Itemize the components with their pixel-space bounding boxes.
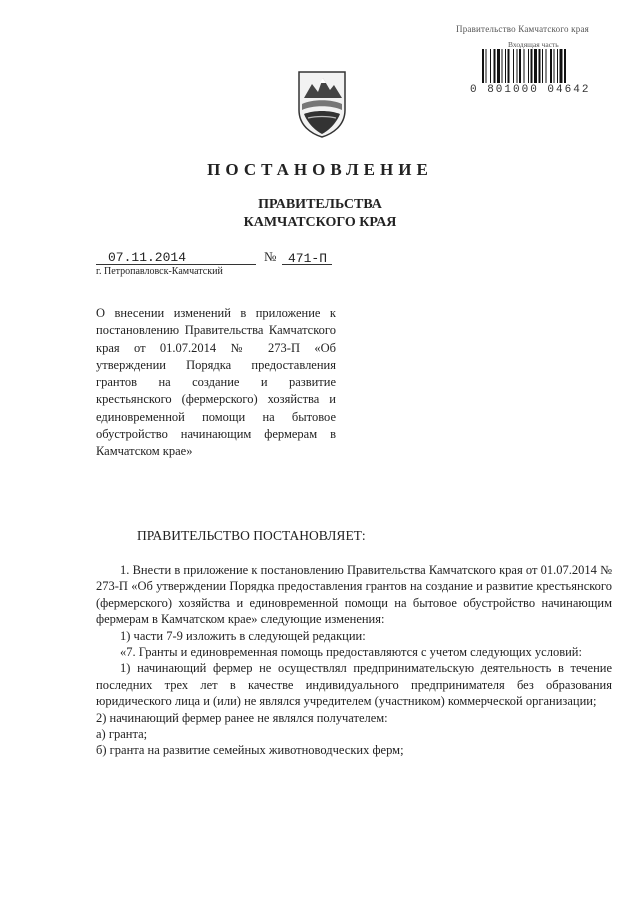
government-line-1: ПРАВИТЕЛЬСТВА [258, 197, 382, 212]
paragraph: а) гранта; [96, 727, 148, 742]
decree-heading: ПРАВИТЕЛЬСТВО ПОСТАНОВЛЯЕТ: [137, 528, 366, 543]
paragraph: «7. Гранты и единовременная помощь предоставляются с учетом следующих условий: [120, 645, 582, 660]
document-subject: О внесении изменений в приложение к постановлению Правительства Камчатского края от 01.07.2014 № 273-П «Об утверждении Порядка предоставления грантов на создание и развитие крестьянского (фермерского) хозяйства и единовременной помощи на бытовое обустройство начинающим фермерам в Камчатском крае» [96, 306, 336, 459]
paragraph: 1) начинающий фермер не осуществлял предпринимательскую деятельность в течение последних трех лет в качестве индивидуального предпринимателя без образования юридического лица и (или) не являлся учредителем (участником) коммерческой организации; [96, 661, 612, 709]
number-underline [282, 264, 332, 265]
document-title: ПОСТАНОВЛЕНИЕ [207, 160, 433, 179]
paragraph: 1. Внести в приложение к постановлению Правительства Камчатского края от 01.07.2014 № 273-П «Об утверждении Порядка предоставления грантов на создание и развитие крестьянского (фермерского) хозяйства и единовременной помощи на бытовое обустройство начинающим фермерам в Камчатском крае» следующие изменения: [96, 563, 612, 627]
government-line-2: КАМЧАТСКОГО КРАЯ [243, 215, 397, 230]
paragraph: 1) части 7-9 изложить в следующей редакции: [120, 628, 366, 643]
paragraph: б) гранта на развитие семейных животноводческих ферм; [96, 743, 404, 758]
coat-of-arms-emblem [296, 68, 348, 138]
number-sign: № [264, 249, 277, 264]
date-underline [96, 264, 256, 265]
registration-stamp-sub: Входящая часть [508, 40, 559, 49]
registration-stamp-org: Правительство Камчатского края [456, 24, 589, 34]
barcode-number: 0 801000 04642 [470, 84, 591, 96]
document-body [96, 562, 612, 759]
document-number: 471-П [288, 251, 328, 266]
paragraph: 2) начинающий фермер ранее не являлся получателем: [96, 710, 388, 725]
document-city: г. Петропавловск-Камчатский [96, 266, 223, 277]
document-date: 07.11.2014 [108, 250, 187, 265]
government-name [0, 196, 640, 232]
